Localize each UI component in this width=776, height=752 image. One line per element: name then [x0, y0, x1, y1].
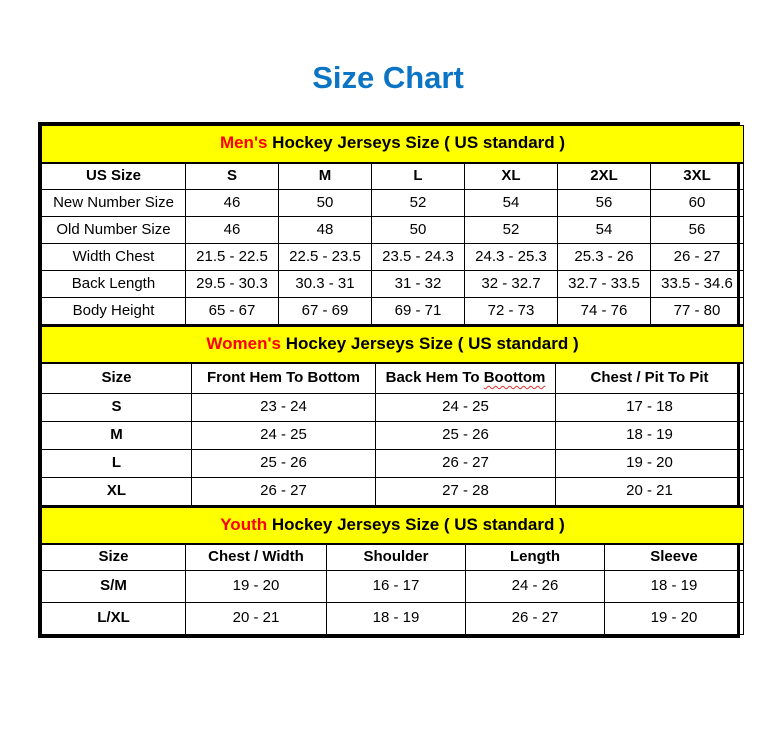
womens-title-rest: Hockey Jerseys Size ( US standard ) [280, 334, 579, 354]
cell-value: 32 - 32.7 [465, 271, 558, 298]
cell-value: 24 - 26 [466, 571, 605, 603]
row-label: Body Height [42, 298, 186, 325]
cell-value: 17 - 18 [556, 393, 744, 421]
row-label: L/XL [42, 603, 186, 635]
cell-value: 16 - 17 [327, 571, 466, 603]
cell-value: 19 - 20 [605, 603, 744, 635]
cell-value: 18 - 19 [327, 603, 466, 635]
row-label: XL [42, 477, 192, 505]
column-header: US Size [42, 163, 186, 190]
table-row [42, 421, 744, 449]
cell-value: 29.5 - 30.3 [186, 271, 279, 298]
youth-size-table [41, 506, 744, 636]
cell-value: 26 - 27 [376, 449, 556, 477]
youth-title-rest: Hockey Jerseys Size ( US standard ) [267, 514, 565, 534]
cell-value: 69 - 71 [372, 298, 465, 325]
column-header: XL [465, 163, 558, 190]
cell-value: 77 - 80 [651, 298, 744, 325]
column-header: Chest / Pit To Pit [556, 363, 744, 393]
cell-value: 26 - 27 [651, 244, 744, 271]
cell-value: 60 [651, 190, 744, 217]
column-header: L [372, 163, 465, 190]
cell-value: 20 - 21 [556, 477, 744, 505]
column-header: Front Hem To Bottom [192, 363, 376, 393]
cell-value: 19 - 20 [186, 571, 327, 603]
column-header: 2XL [558, 163, 651, 190]
mens-header-row [42, 163, 744, 190]
table-row [42, 603, 744, 635]
cell-value: 27 - 28 [376, 477, 556, 505]
youth-header-row [42, 544, 744, 571]
cell-value: 54 [465, 190, 558, 217]
cell-value: 23 - 24 [192, 393, 376, 421]
table-row [42, 298, 744, 325]
cell-value: 48 [279, 217, 372, 244]
cell-value: 56 [558, 190, 651, 217]
cell-value: 46 [186, 190, 279, 217]
cell-value: 25.3 - 26 [558, 244, 651, 271]
cell-value: 32.7 - 33.5 [558, 271, 651, 298]
table-row [42, 571, 744, 603]
column-header: Shoulder [327, 544, 466, 571]
column-header: S [186, 163, 279, 190]
row-label: Old Number Size [42, 217, 186, 244]
row-label: New Number Size [42, 190, 186, 217]
cell-value: 46 [186, 217, 279, 244]
cell-value: 31 - 32 [372, 271, 465, 298]
column-header: Size [42, 544, 186, 571]
column-header: 3XL [651, 163, 744, 190]
cell-value: 67 - 69 [279, 298, 372, 325]
row-label: S/M [42, 571, 186, 603]
cell-value: 50 [372, 217, 465, 244]
page-title: Size Chart [312, 60, 464, 95]
womens-section-title [42, 326, 744, 363]
column-header-prefix: Back Hem To [385, 369, 484, 386]
column-header: Sleeve [605, 544, 744, 571]
column-header: M [279, 163, 372, 190]
table-row [42, 449, 744, 477]
cell-value: 52 [465, 217, 558, 244]
cell-value: 54 [558, 217, 651, 244]
cell-value: 24.3 - 25.3 [465, 244, 558, 271]
column-header: Chest / Width [186, 544, 327, 571]
cell-value: 65 - 67 [186, 298, 279, 325]
cell-value: 18 - 19 [556, 421, 744, 449]
table-row [42, 190, 744, 217]
cell-value: 25 - 26 [376, 421, 556, 449]
cell-value: 22.5 - 23.5 [279, 244, 372, 271]
table-row [42, 271, 744, 298]
table-row [42, 217, 744, 244]
youth-section-title [42, 507, 744, 544]
row-label: Width Chest [42, 244, 186, 271]
table-row [42, 393, 744, 421]
cell-value: 72 - 73 [465, 298, 558, 325]
cell-value: 24 - 25 [192, 421, 376, 449]
cell-value: 20 - 21 [186, 603, 327, 635]
mens-title-rest: Hockey Jerseys Size ( US standard ) [267, 133, 566, 153]
cell-value: 74 - 76 [558, 298, 651, 325]
cell-value: 30.3 - 31 [279, 271, 372, 298]
table-row [42, 477, 744, 505]
cell-value: 21.5 - 22.5 [186, 244, 279, 271]
cell-value: 33.5 - 34.6 [651, 271, 744, 298]
mens-section-title [42, 126, 744, 163]
mens-size-table [41, 125, 744, 325]
womens-title-highlight: Women's [206, 334, 281, 354]
column-header: Size [42, 363, 192, 393]
size-chart-container [38, 122, 740, 638]
womens-section-title-row [42, 326, 744, 363]
youth-title-highlight: Youth [220, 514, 268, 534]
cell-value: 52 [372, 190, 465, 217]
cell-value: 26 - 27 [466, 603, 605, 635]
row-label: L [42, 449, 192, 477]
cell-value: 56 [651, 217, 744, 244]
cell-value: 25 - 26 [192, 449, 376, 477]
cell-value: 19 - 20 [556, 449, 744, 477]
mens-section-title-row [42, 126, 744, 163]
youth-section-title-row [42, 507, 744, 544]
cell-value: 24 - 25 [376, 393, 556, 421]
womens-header-row [42, 363, 744, 393]
womens-size-table [41, 325, 744, 506]
mens-title-highlight: Men's [219, 133, 268, 153]
table-row [42, 244, 744, 271]
cell-value: 50 [279, 190, 372, 217]
cell-value: 23.5 - 24.3 [372, 244, 465, 271]
misspelled-word: Boottom [483, 369, 546, 386]
column-header: Length [466, 544, 605, 571]
column-header [376, 363, 556, 393]
row-label: M [42, 421, 192, 449]
cell-value: 18 - 19 [605, 571, 744, 603]
row-label: Back Length [42, 271, 186, 298]
cell-value: 26 - 27 [192, 477, 376, 505]
row-label: S [42, 393, 192, 421]
